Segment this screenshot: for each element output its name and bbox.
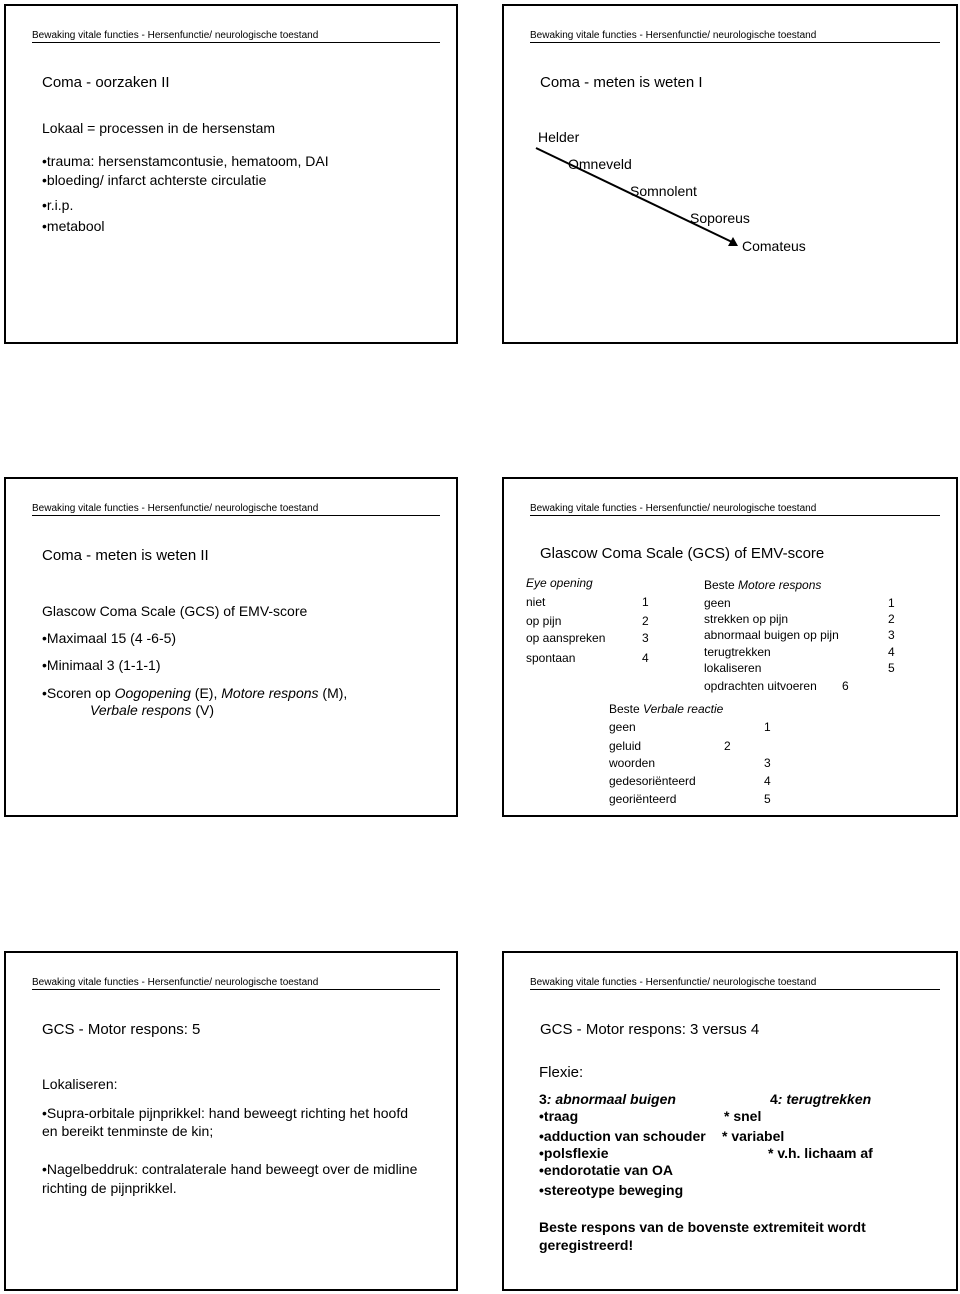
bullet-italic: Motore respons [221,685,319,701]
eye-label: op aanspreken [526,631,606,645]
slide-header: Bewaking vitale functies - Hersenfunctie/ neurologische toestand [32,503,319,514]
eye-label: niet [526,595,546,609]
text-line: Lokaliseren: [42,1076,118,1092]
motor-label: abnormaal buigen op pijn [704,628,839,642]
compare-left [539,1182,683,1198]
level-somnolent: Somnolent [630,183,697,199]
bullet-text: trauma: hersenstamcontusie, hematoom, DAI [46,153,329,169]
motor-label: lokaliseren [704,661,762,675]
motor-score: 6 [842,679,849,693]
slide-1 [4,4,458,344]
bullet-text: Maximaal 15 (4 -6-5) [46,630,177,646]
slide-2 [502,4,958,344]
motor-score: 2 [888,612,895,626]
bullet-item [42,1160,437,1198]
slide-header: Bewaking vitale functies - Hersenfunctie/ neurologische toestand [530,503,817,514]
bullet-text: Supra-orbitale pijnprikkel: hand beweegt richting het hoofd en bereikt tenminste de kin; [42,1105,409,1139]
compare-text: adduction van schouder [543,1128,706,1144]
level-soporeus: Soporeus [690,210,750,226]
verbal-score: 3 [764,756,771,770]
motor-score: 5 [888,661,895,675]
motor-title-text: Motore respons [734,578,822,592]
compare-left [539,1145,609,1161]
col-header-num: 3 [539,1091,547,1107]
header-divider [530,989,940,990]
verbal-label: georiënteerd [609,792,677,806]
slide-4 [502,477,958,817]
eye-label: op pijn [526,614,562,628]
compare-text: polsflexie [543,1145,609,1161]
level-omneveld: Omneveld [568,156,632,172]
bullet-text: (E), [190,685,222,701]
slide-header: Bewaking vitale functies - Hersenfunctie/ neurologische toestand [530,30,817,41]
slide-title: GCS - Motor respons: 5 [42,1021,201,1038]
motor-title [704,578,821,592]
verbal-title-text: Verbale reactie [639,702,724,716]
eye-opening-title: Eye opening [526,576,593,590]
motor-score: 1 [888,596,895,610]
motor-label: terugtrekken [704,645,771,659]
motor-score: 3 [888,628,895,642]
col-header-text: : terugtrekken [777,1091,872,1107]
bullet-item [42,218,105,234]
slide-title: Coma - meten is weten II [42,547,209,564]
compare-left [539,1108,578,1124]
bullet-text: Scoren op [46,685,115,701]
slide-title: GCS - Motor respons: 3 versus 4 [540,1021,760,1038]
motor-label: opdrachten uitvoeren [704,679,817,693]
eye-label: spontaan [526,651,576,665]
bullet-item [42,172,266,188]
motor-label: strekken op pijn [704,612,789,626]
bullet-item [42,197,73,213]
verbal-beste: Beste [609,702,640,716]
compare-left [539,1128,706,1144]
col-header-3 [539,1091,676,1107]
eye-score: 4 [642,651,649,665]
motor-beste: Beste [704,578,735,592]
eye-score: 2 [642,614,649,628]
bullet-item [42,685,347,701]
bullet-italic: Verbale respons [90,702,192,718]
bullet-text: r.i.p. [46,197,74,213]
bullet-text: bloeding/ infarct achterste circulatie [46,172,267,188]
compare-right: * snel [724,1108,762,1124]
motor-score: 4 [888,645,895,659]
bullet-text: metabool [46,218,105,234]
col-header-text: : abnormaal buigen [546,1091,676,1107]
slide-header: Bewaking vitale functies - Hersenfunctie/ neurologische toestand [32,977,319,988]
bullet-item [42,1104,422,1140]
bullet-item [42,153,329,169]
header-divider [32,515,440,516]
bullet-italic: Oogopening [114,685,191,701]
verbal-label: geluid [609,739,642,753]
col-header-num: 4 [770,1091,778,1107]
bullet-item [42,630,176,646]
verbal-label: gedesoriënteerd [609,774,696,788]
bullet-text: (M), [318,685,348,701]
verbal-score: 2 [724,739,731,753]
verbal-title [609,702,723,716]
consciousness-arrow [504,6,960,346]
bullet-text: (V) [191,702,214,718]
motor-label: geen [704,596,731,610]
slide-header: Bewaking vitale functies - Hersenfunctie/ neurologische toestand [530,977,817,988]
footer-note: Beste respons van de bovenste extremiteit wordt geregistreerd! [539,1219,866,1253]
compare-text: traag [543,1108,579,1124]
verbal-label: woorden [609,756,656,770]
verbal-label: geen [609,720,636,734]
bullet-item [42,657,161,673]
verbal-score: 1 [764,720,771,734]
header-divider [32,42,440,43]
header-divider [530,515,940,516]
slide-6 [502,951,958,1291]
compare-right: * v.h. lichaam af [768,1145,873,1161]
eye-score: 3 [642,631,649,645]
slide-5 [4,951,458,1291]
bullet-text: Nagelbeddruk: contralaterale hand beweegt over de midline richting de pijnprikkel. [42,1161,418,1196]
level-comateus: Comateus [742,238,806,254]
slide-header: Bewaking vitale functies - Hersenfunctie/ neurologische toestand [32,30,319,41]
bullet-text: Minimaal 3 (1-1-1) [46,657,161,673]
verbal-score: 5 [764,792,771,806]
bullet-continuation [90,702,214,718]
verbal-score: 4 [764,774,771,788]
slide-title: Coma - meten is weten I [540,74,703,91]
compare-text: endorotatie van OA [543,1162,674,1178]
text-line: Glascow Coma Scale (GCS) of EMV-score [42,603,308,619]
slide-title: Coma - oorzaken II [42,74,170,91]
compare-right: * variabel [722,1128,785,1144]
text-line: Lokaal = processen in de hersenstam [42,120,276,136]
slide-3 [4,477,458,817]
col-header-4 [770,1091,871,1107]
compare-left [539,1162,673,1178]
header-divider [32,989,440,990]
eye-score: 1 [642,595,649,609]
compare-text: stereotype beweging [543,1182,684,1198]
text-line: Flexie: [539,1064,584,1081]
slide-title: Glascow Coma Scale (GCS) of EMV-score [540,545,825,562]
level-helder: Helder [538,129,580,145]
